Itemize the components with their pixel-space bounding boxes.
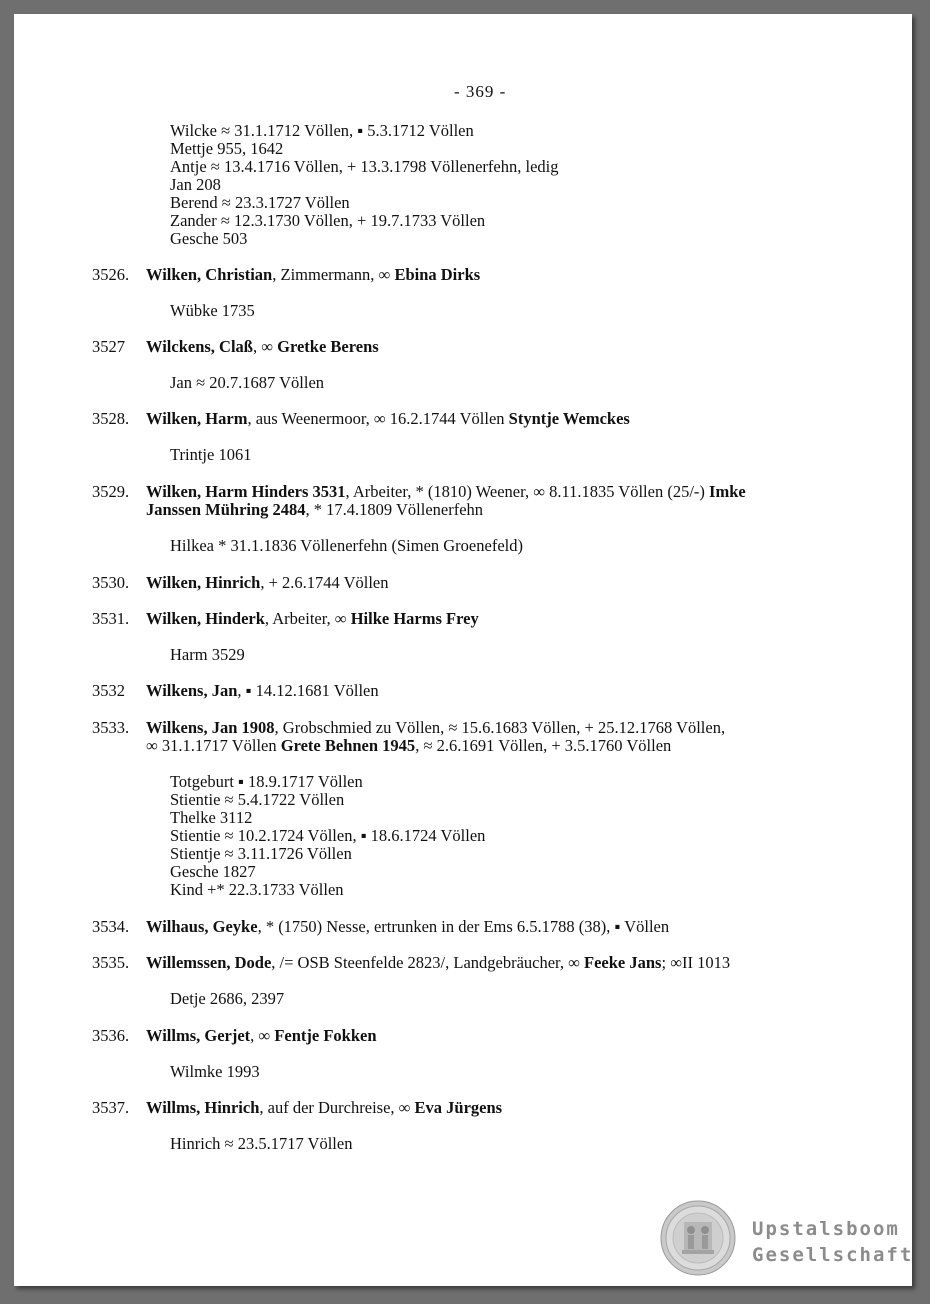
entry-header	[146, 483, 746, 501]
entry-spouse: Gretke Berens	[277, 337, 379, 356]
child-line: Antje ≈ 13.4.1716 Völlen, + 13.3.1798 Völlenerfehn, ledig	[170, 157, 559, 176]
entry-name: Wilkens, Jan 1908	[146, 718, 275, 737]
entry-header	[146, 410, 630, 428]
entry-spouse: Grete Behnen 1945	[280, 736, 416, 755]
entry-name: Wilken, Harm Hinders 3531	[146, 482, 346, 501]
entry-details: , ≈ 2.6.1691 Völlen, + 3.5.1760 Völlen	[415, 736, 672, 755]
entry-number: 3536.	[92, 1026, 130, 1045]
entry-details: , * (1750) Nesse, ertrunken in der Ems 6.5.1788 (38), ▪ Völlen	[257, 917, 670, 936]
document-page	[14, 14, 912, 1286]
entry-number: 3535.	[92, 953, 130, 972]
entry-details: , Zimmermann, ∞	[272, 265, 395, 284]
child-line: Stientje ≈ 3.11.1726 Völlen	[170, 844, 352, 863]
child-line: Wübke 1735	[170, 301, 255, 320]
entry-name: Willemssen, Dode	[146, 953, 272, 972]
seal-icon	[660, 1200, 736, 1276]
entry-number: 3526.	[92, 265, 130, 284]
entry-details: , ▪ 14.12.1681 Völlen	[237, 681, 379, 700]
entry-details: , ∞	[250, 1026, 275, 1045]
entry-name: Wilkens, Jan	[146, 681, 238, 700]
entry-details: , Arbeiter, * (1810) Weener, ∞ 8.11.1835 Völlen (25/-)	[345, 482, 710, 501]
entry-header	[146, 682, 379, 700]
entry-name: Wilckens, Claß	[146, 337, 253, 356]
entry-details: ; ∞II 1013	[661, 953, 731, 972]
child-line: Mettje 955, 1642	[170, 139, 284, 158]
entry-number: 3537.	[92, 1098, 130, 1117]
entry-spouse: Styntje Wemckes	[508, 409, 630, 428]
entry-header	[146, 338, 379, 356]
entry-details: ∞ 31.1.1717 Völlen	[146, 736, 281, 755]
child-line: Harm 3529	[170, 645, 245, 664]
entry-header	[146, 954, 730, 972]
entry-header	[146, 610, 479, 628]
child-line: Wilcke ≈ 31.1.1712 Völlen, ▪ 5.3.1712 Völlen	[170, 121, 474, 140]
child-line: Hinrich ≈ 23.5.1717 Völlen	[170, 1134, 353, 1153]
entry-name: Wilhaus, Geyke	[146, 917, 258, 936]
child-line: Hilkea * 31.1.1836 Völlenerfehn (Simen Groenefeld)	[170, 536, 523, 555]
entry-number: 3534.	[92, 917, 130, 936]
child-line: Stientie ≈ 5.4.1722 Völlen	[170, 790, 345, 809]
entry-spouse: Janssen Mühring 2484	[146, 500, 306, 519]
entry-spouse: Feeke Jans	[584, 953, 662, 972]
child-line: Kind +* 22.3.1733 Völlen	[170, 880, 344, 899]
entry-number: 3531.	[92, 609, 130, 628]
entry-spouse: Hilke Harms Frey	[350, 609, 479, 628]
child-line: Jan 208	[170, 175, 221, 194]
entry-spouse: Imke	[709, 482, 746, 501]
child-line: Wilmke 1993	[170, 1062, 260, 1081]
entry-number: 3532	[92, 681, 125, 700]
entry-details: , + 2.6.1744 Völlen	[260, 573, 389, 592]
entry-header	[146, 1099, 502, 1117]
entry-name: Wilken, Christian	[146, 265, 273, 284]
entry-name: Willms, Gerjet	[146, 1026, 251, 1045]
entry-name: Wilken, Hinderk	[146, 609, 265, 628]
child-line: Thelke 3112	[170, 808, 253, 827]
entry-details: , auf der Durchreise, ∞	[259, 1098, 415, 1117]
brand-name-line1: Upstalsboom	[752, 1218, 900, 1240]
entry-number: 3528.	[92, 409, 130, 428]
entry-header	[146, 918, 669, 936]
entry-spouse: Fentje Fokken	[274, 1026, 377, 1045]
child-line: Gesche 503	[170, 229, 248, 248]
entry-details: , Arbeiter, ∞	[264, 609, 351, 628]
entry-spouse: Ebina Dirks	[394, 265, 481, 284]
entry-number: 3530.	[92, 573, 130, 592]
page-number: - 369 -	[454, 82, 507, 101]
entry-header	[146, 1027, 377, 1045]
entry-spouse: Eva Jürgens	[414, 1098, 503, 1117]
entry-header-continuation	[146, 501, 483, 519]
child-line: Detje 2686, 2397	[170, 989, 285, 1008]
entry-header	[146, 574, 388, 592]
child-line: Berend ≈ 23.3.1727 Völlen	[170, 193, 350, 212]
brand-name-line2: Gesellschaft	[752, 1244, 914, 1266]
child-line: Jan ≈ 20.7.1687 Völlen	[170, 373, 325, 392]
entry-name: Wilken, Harm	[146, 409, 248, 428]
entry-details: , Grobschmied zu Völlen, ≈ 15.6.1683 Völlen, + 25.12.1768 Völlen,	[274, 718, 726, 737]
entry-number: 3529.	[92, 482, 130, 501]
entry-details: , * 17.4.1809 Völlenerfehn	[305, 500, 484, 519]
entry-name: Wilken, Hinrich	[146, 573, 261, 592]
child-line: Trintje 1061	[170, 445, 252, 464]
entry-header	[146, 719, 725, 737]
entry-header	[146, 266, 480, 284]
child-line: Zander ≈ 12.3.1730 Völlen, + 19.7.1733 Völlen	[170, 211, 486, 230]
entry-header-continuation	[146, 737, 671, 755]
child-line: Totgeburt ▪ 18.9.1717 Völlen	[170, 772, 363, 791]
entry-details: , ∞	[252, 337, 278, 356]
child-line: Gesche 1827	[170, 862, 256, 881]
entry-details: , /= OSB Steenfelde 2823/, Landgebräucher, ∞	[271, 953, 585, 972]
child-line: Stientie ≈ 10.2.1724 Völlen, ▪ 18.6.1724 Völlen	[170, 826, 486, 845]
entry-name: Willms, Hinrich	[146, 1098, 260, 1117]
entry-details: , aus Weenermoor, ∞ 16.2.1744 Völlen	[247, 409, 509, 428]
entry-number: 3533.	[92, 718, 130, 737]
entry-number: 3527	[92, 337, 125, 356]
